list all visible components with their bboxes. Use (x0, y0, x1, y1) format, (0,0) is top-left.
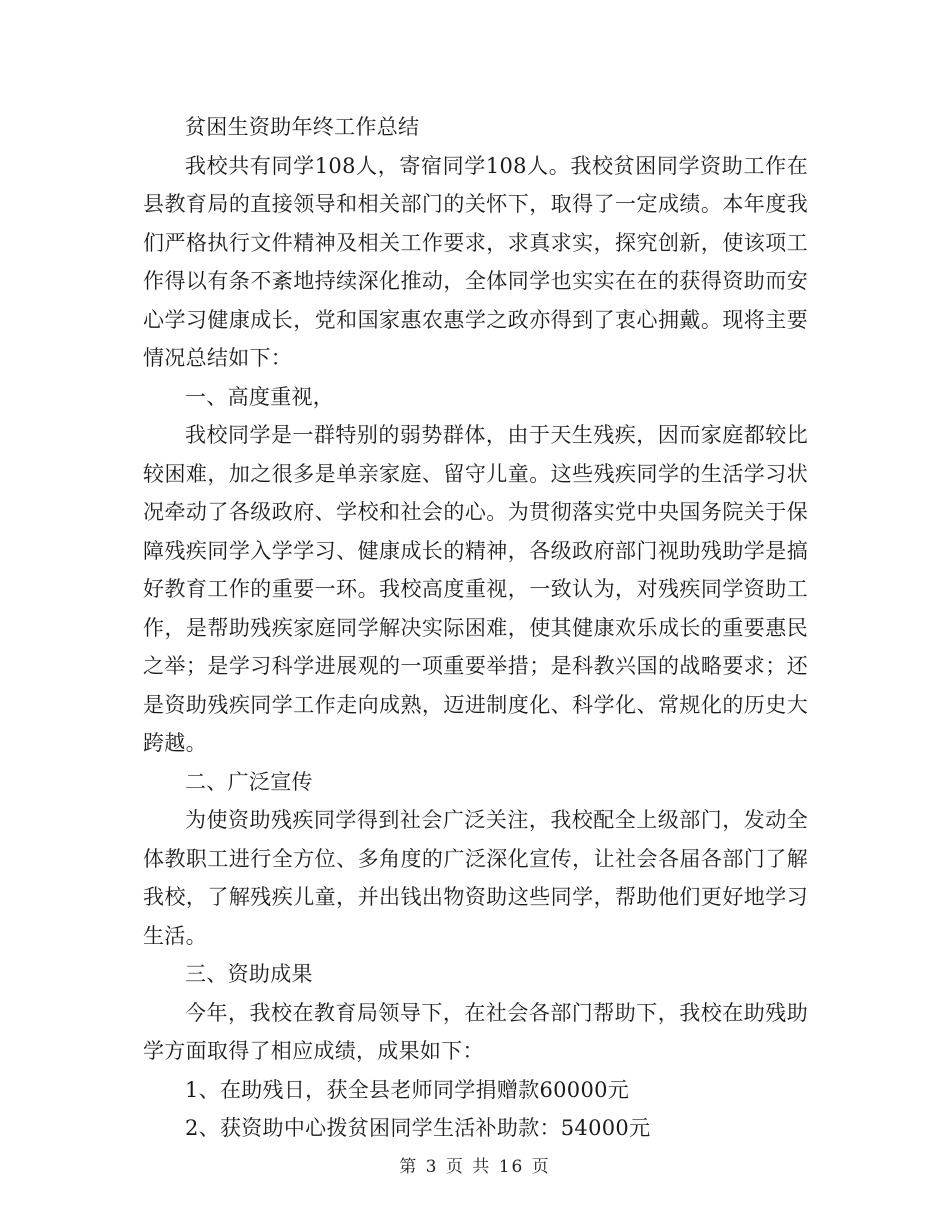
section-heading-2: 二、广泛宣传 (185, 769, 313, 794)
result-item-2: 2、获资助中心拨贫困同学生活补助款：54000元 (185, 1116, 651, 1140)
section-heading-1: 一、高度重视， (185, 384, 335, 409)
section-heading-3: 三、资助成果 (185, 962, 313, 986)
result-item-1: 1、在助残日，获全县老师同学捐赠款60000元 (185, 1077, 630, 1102)
intro-paragraph: 我校共有同学108人，寄宿同学108人。我校贫困同学资助工作在县教育局的直接领导和相关部门的关怀下，取得了一定成绩。本年度我们严格执行文件精神及相关工作要求，求真求实，探究创新，使该项工作得以有条不紊地持续深化推动，全体同学也实实在在的获得资助而安心学习健康成长，党和国家惠农惠学之政亦得到了衷心拥戴。现将主要情况总结如下： (143, 153, 808, 370)
section-2-paragraph: 为使资助残疾同学得到社会广泛关注，我校配全上级部门，发动全体教职工进行全方位、多角度的广泛深化宣传，让社会各届各部门了解我校，了解残疾儿童，并出钱出物资助这些同学，帮助他们更好地学习生活。 (143, 808, 808, 948)
page-number: 第 3 页 共 16 页 (399, 1157, 551, 1177)
document-title: 贫困生资助年终工作总结 (185, 115, 420, 139)
section-3-paragraph: 今年，我校在教育局领导下，在社会各部门帮助下，我校在助残助学方面取得了相应成绩，成果如下： (143, 1000, 808, 1063)
section-1-paragraph: 我校同学是一群特别的弱势群体，由于天生残疾，因而家庭都较比较困难，加之很多是单亲家庭、留守儿童。这些残疾同学的生活学习状况牵动了各级政府、学校和社会的心。为贯彻落实党中央国务院关于保障残疾同学入学学习、健康成长的精神，各级政府部门视助残助学是搞好教育工作的重要一环。我校高度重视，一致认为，对残疾同学资助工作，是帮助残疾家庭同学解决实际困难，使其健康欢乐成长的重要惠民之举；是学习科学进展观的一项重要举措；是科教兴国的战略要求；还是资助残疾同学工作走向成熟，迈进制度化、科学化、常规化的历史大跨越。 (143, 423, 808, 755)
page-footer (0, 1152, 950, 1177)
document-body (143, 108, 808, 1148)
